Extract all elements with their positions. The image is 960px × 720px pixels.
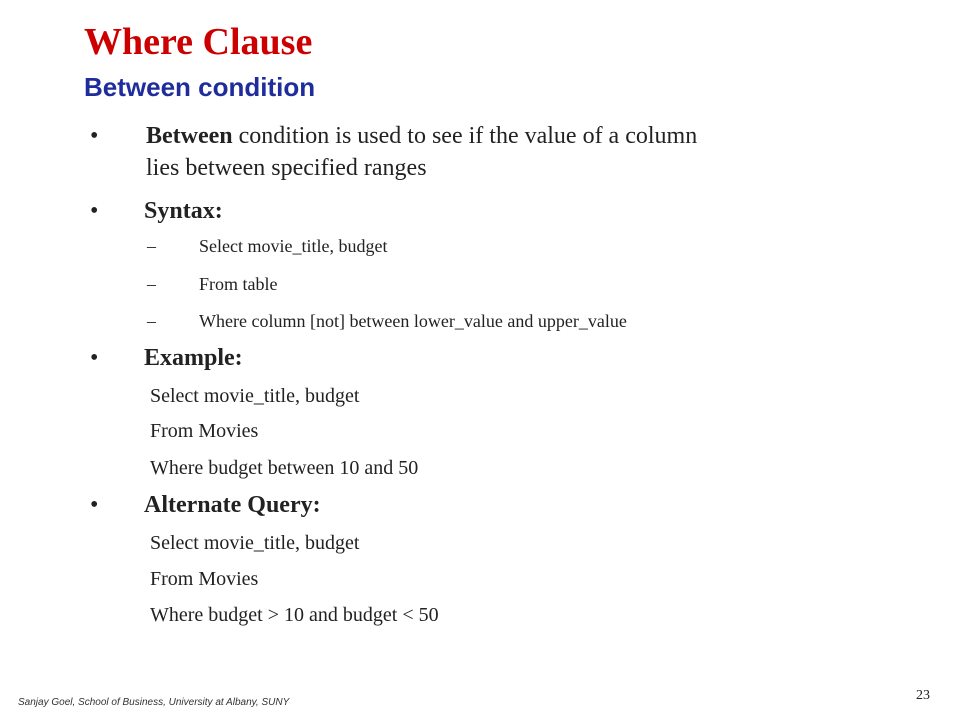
intro-paragraph: [146, 120, 886, 184]
syntax-item-text: From table: [199, 274, 278, 294]
syntax-label: Syntax:: [144, 198, 223, 224]
dash-icon: –: [147, 311, 156, 331]
alternate-line: From Movies: [150, 568, 259, 590]
intro-text-line2: lies between specified ranges: [146, 155, 427, 181]
syntax-item-text: Where column [not] between lower_value and upper_value: [199, 311, 627, 331]
dash-icon: –: [147, 236, 156, 256]
slide-title: Where Clause: [84, 21, 313, 63]
example-line: Select movie_title, budget: [150, 385, 360, 407]
page-number: 23: [916, 688, 930, 703]
alternate-label: Alternate Query:: [144, 492, 321, 518]
slide-subtitle: Between condition: [84, 72, 316, 102]
example-line: Where budget between 10 and 50: [150, 457, 419, 479]
bullet-icon: •: [90, 492, 99, 518]
bullet-icon: •: [90, 345, 99, 371]
alternate-line: Where budget > 10 and budget < 50: [150, 604, 439, 626]
syntax-item-text: Select movie_title, budget: [199, 236, 388, 256]
intro-keyword: Between: [146, 123, 233, 149]
example-label: Example:: [144, 345, 243, 371]
alternate-line: Select movie_title, budget: [150, 532, 360, 554]
dash-icon: –: [147, 274, 156, 294]
bullet-icon: •: [90, 123, 99, 149]
footer-credit: Sanjay Goel, School of Business, University at Albany, SUNY: [18, 697, 290, 708]
intro-text-line1: condition is used to see if the value of a column: [232, 123, 698, 149]
example-line: From Movies: [150, 420, 259, 442]
bullet-icon: •: [90, 198, 99, 224]
